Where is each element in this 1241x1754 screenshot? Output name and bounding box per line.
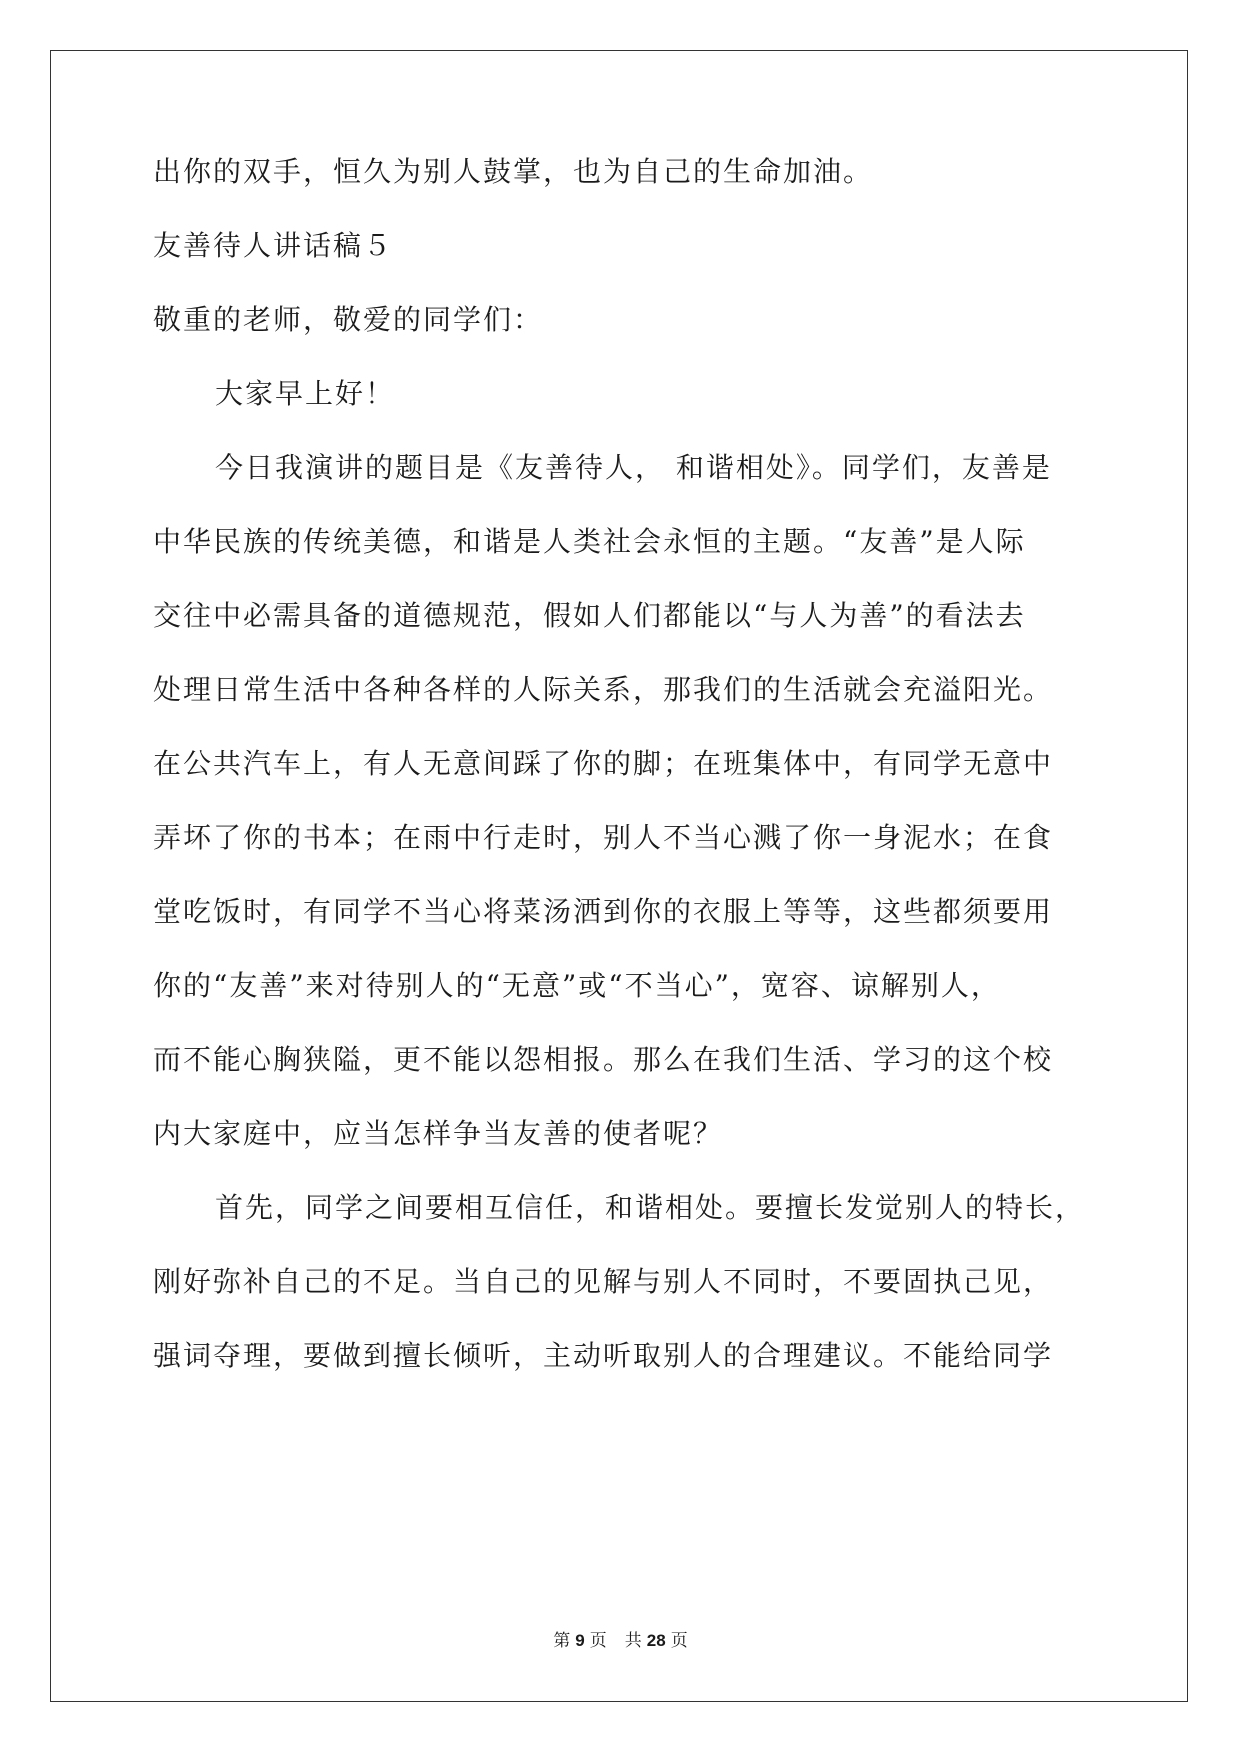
text-line-13: 而不能心胸狭隘，更不能以怨相报。那么在我们生活、学习的这个校 — [153, 1043, 1054, 1076]
text-line-6: 中华民族的传统美德，和谐是人类社会永恒的主题。“友善”是人际 — [153, 525, 1026, 558]
text-line-10: 弄坏了你的书本；在雨中行走时，别人不当心溅了你一身泥水；在食 — [153, 821, 1054, 854]
salutation-line: 敬重的老师，敬爱的同学们： — [153, 303, 544, 336]
text-line-12: 你的“友善”来对待别人的“无意”或“不当心”，宽容、谅解别人， — [153, 969, 1001, 1002]
text-line-8: 处理日常生活中各种各样的人际关系，那我们的生活就会充溢阳光。 — [153, 673, 1054, 706]
page-suffix: 页 — [589, 1631, 607, 1651]
total-pages: 28 — [646, 1631, 666, 1650]
text-line-9: 在公共汽车上，有人无意间踩了你的脚；在班集体中，有同学无意中 — [153, 747, 1054, 780]
page-number: 9 — [575, 1631, 585, 1650]
section-heading: 友善待人讲话稿５ — [153, 229, 394, 262]
total-suffix: 页 — [670, 1631, 688, 1651]
text-line-16: 刚好弥补自己的不足。当自己的见解与别人不同时，不要固执己见， — [153, 1265, 1054, 1298]
total-prefix: 共 — [624, 1631, 642, 1651]
text-line-7: 交往中必需具备的道德规范，假如人们都能以“与人为善”的看法去 — [153, 599, 1026, 632]
page-prefix: 第 — [553, 1631, 571, 1651]
page-footer — [0, 1631, 1241, 1651]
page-border — [50, 50, 1188, 1702]
text-line-14: 内大家庭中，应当怎样争当友善的使者呢？ — [153, 1117, 724, 1150]
text-line-17: 强词夺理，要做到擅长倾听，主动听取别人的合理建议。不能给同学 — [153, 1339, 1054, 1372]
greeting-line: 大家早上好！ — [215, 377, 396, 410]
text-line-5: 今日我演讲的题目是《友善待人， 和谐相处》。同学们，友善是 — [215, 451, 1052, 484]
text-line-1: 出你的双手，恒久为别人鼓掌，也为自己的生命加油。 — [153, 155, 874, 188]
text-line-15: 首先，同学之间要相互信任，和谐相处。要擅长发觉别人的特长， — [215, 1191, 1086, 1224]
text-line-11: 堂吃饭时，有同学不当心将菜汤洒到你的衣服上等等，这些都须要用 — [153, 895, 1054, 928]
